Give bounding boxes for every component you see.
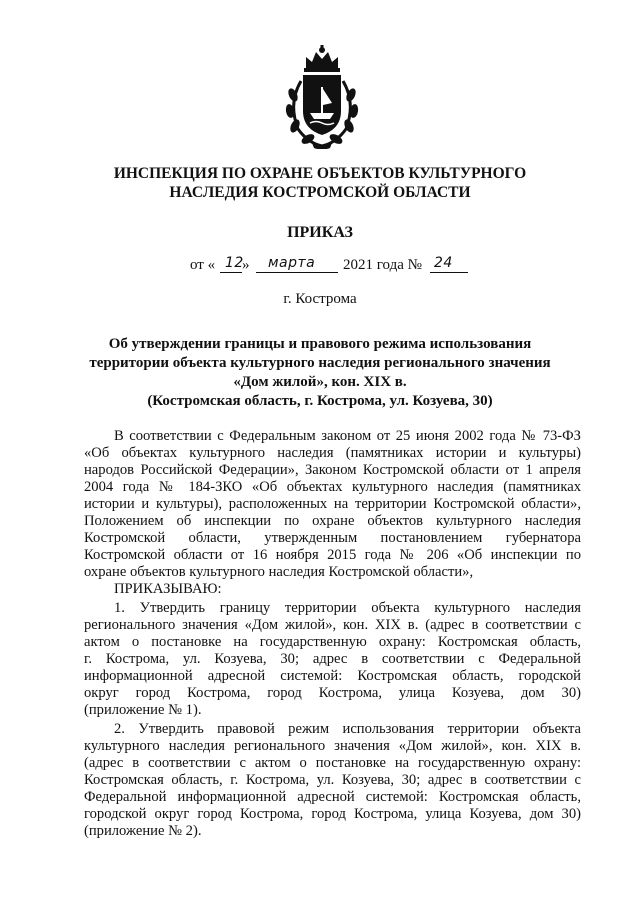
date-month-handwritten: марта bbox=[268, 255, 316, 271]
body-text-line: Положением об инспекции по охране объектов культурного наследия bbox=[84, 513, 581, 529]
title-line: «Дом жилой», кон. XIX в. bbox=[233, 374, 407, 390]
title-line: территории объекта культурного наследия регионального значения bbox=[89, 355, 551, 371]
body-text-line: городской округ город Кострома, город Кострома, улица Козуева, дом 30) bbox=[84, 806, 581, 822]
body-text-line: г. Кострома, ул. Козуева, 30; адрес в соответствии с Федеральной bbox=[84, 651, 581, 667]
date-day-handwritten: 12 bbox=[225, 255, 244, 271]
order-number-handwritten: 24 bbox=[434, 255, 453, 271]
date-year-text: 2021 года № bbox=[343, 257, 422, 273]
body-text-line: Костромская область, г. Кострома, ул. Козуева, 30; адрес в соответствии с bbox=[84, 772, 581, 788]
order-number-underline bbox=[430, 272, 468, 273]
body-text-line: 2. Утвердить правовой режим использования территории объекта bbox=[114, 721, 581, 737]
document-type-title: ПРИКАЗ bbox=[287, 224, 353, 241]
body-text-line: (приложение № 1). bbox=[84, 702, 202, 718]
body-text-line: актом о постановке на государственную охрану: Костромская область, bbox=[84, 634, 581, 650]
date-month-underline bbox=[256, 272, 338, 273]
body-text-line: истории и культуры), расположенных на территории Костромской области», bbox=[84, 496, 581, 512]
order-date-number-line bbox=[190, 257, 490, 277]
body-text-line: «Об объектах культурного наследия (памятниках истории и культуры) bbox=[84, 445, 581, 461]
body-text-line: 2004 года № 184-ЗКО «Об объектах культурного наследия (памятниках bbox=[84, 479, 581, 495]
body-text-line: округ город Кострома, город Кострома, улица Козуева, дом 30) bbox=[84, 685, 581, 701]
kostroma-coat-of-arms-emblem bbox=[282, 45, 362, 149]
city-line: г. Кострома bbox=[283, 291, 357, 307]
body-text-line: (адрес в соответствии с актом о постановке на государственную охрану: bbox=[84, 755, 581, 771]
body-text-line: регионального значения «Дом жилой», кон. XIX в. (адрес в соответствии с bbox=[84, 617, 581, 633]
date-prefix: от « bbox=[190, 257, 216, 273]
body-text-line: охране объектов культурного наследия Костромской области», bbox=[84, 564, 474, 580]
body-text-line: народов Российской Федерации», Законом Костромской области от 1 апреля bbox=[84, 462, 581, 478]
body-text-line: В соответствии с Федеральным законом от 25 июня 2002 года № 73-ФЗ bbox=[114, 428, 581, 444]
body-text-line: Костромской области, утвержденным постановлением губернатора bbox=[84, 530, 581, 546]
organization-name-line-2: НАСЛЕДИЯ КОСТРОМСКОЙ ОБЛАСТИ bbox=[169, 184, 471, 201]
body-text-line: (приложение № 2). bbox=[84, 823, 202, 839]
body-text-line: 1. Утвердить границу территории объекта культурного наследия bbox=[114, 600, 581, 616]
body-text-line: Костромской области от 16 ноября 2015 года № 206 «Об инспекции по bbox=[84, 547, 581, 563]
organization-name-line-1: ИНСПЕКЦИЯ ПО ОХРАНЕ ОБЪЕКТОВ КУЛЬТУРНОГО bbox=[113, 165, 527, 182]
body-text-line: Федеральной информационной адресной системой: Костромская область, bbox=[84, 789, 581, 805]
body-text-line: информационной адресной системой: Костромская область, городской bbox=[84, 668, 581, 684]
title-line: Об утверждении границы и правового режима использования bbox=[108, 336, 532, 352]
title-line: (Костромская область, г. Кострома, ул. Козуева, 30) bbox=[147, 393, 493, 409]
prikazyvayu-line: ПРИКАЗЫВАЮ: bbox=[114, 581, 222, 597]
date-quote-close: » bbox=[242, 257, 250, 273]
date-day-underline bbox=[220, 272, 242, 273]
body-text-line: культурного наследия регионального значения «Дом жилой», кон. XIX в. bbox=[84, 738, 581, 754]
